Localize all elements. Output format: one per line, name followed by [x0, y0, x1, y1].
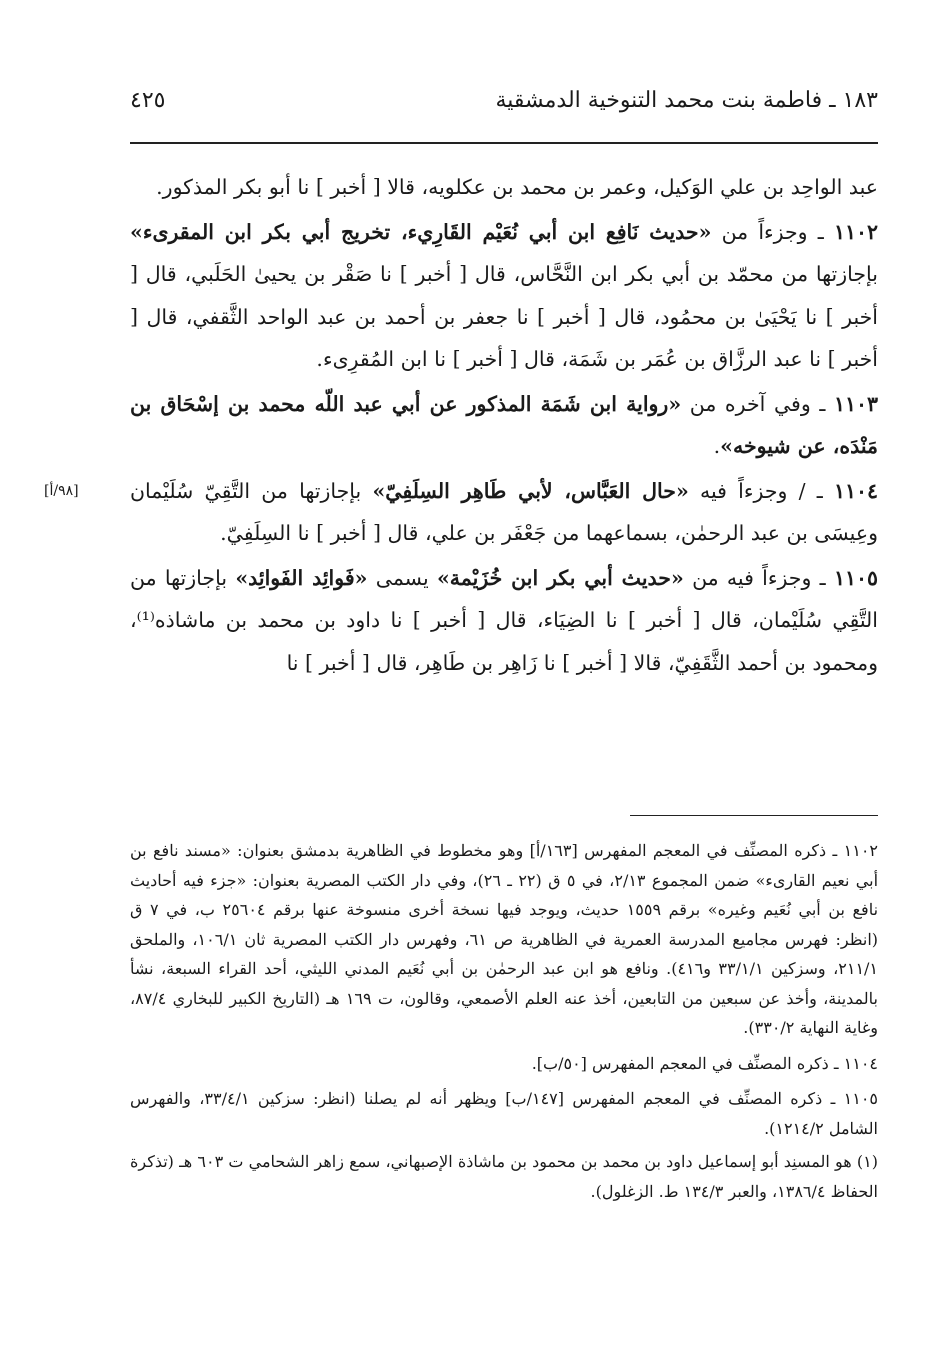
- entry-1105: [130, 557, 878, 685]
- entry-title: «حديث نَافِع ابن أبي نُعَيْم القَارِيء، تخريج أبي بكر ابن المقرىء»: [130, 219, 712, 244]
- entry-text: بإجازتها من التَّقِي سُلَيْمان، قال [ أخبر ] نا الضِيَاء، قال [ أخبر ] نا داود بن محمد بن ماشاذه⁽¹⁾، ومحمود بن أحمد الثَّقَفِيّ، قالا [ أخبر ] نا زَاهِر بن طَاهِر، قال [ أخبر ] نا: [130, 565, 878, 675]
- running-title: ١٨٣ ـ فاطمة بنت محمد التنوخية الدمشقية: [495, 88, 878, 113]
- entry-number: ١١٠٤: [833, 478, 878, 503]
- entry-mid: يسمى: [375, 565, 429, 590]
- entry-lead: ـ وجزءاً فيه من: [692, 565, 826, 590]
- entry-1102: [130, 211, 878, 381]
- footnote-rule: [630, 815, 878, 816]
- footnote-1105: ١١٠٥ ـ ذكره المصنِّف في المعجم المفهرس [١٤٧/ب] ويظهر أنه لم يصلنا (انظر: سزكين ٣٣/٤/١، والفهرس الشامل ١٢١٤/٢).: [130, 1089, 879, 1138]
- entry-title-2: «فَوائِد الفَوائِد»: [235, 565, 368, 590]
- header-rule: [130, 142, 878, 144]
- page-header: [130, 88, 878, 128]
- entry-lead: ـ وفي آخره من: [689, 391, 826, 416]
- entry-text: بإجازتها من التَّقِيّ سُلَيْمان وعِيسَى بن عبد الرحمٰن، بسماعهما من جَعْفَر بن علي، قال [ أخبر ] نا السِلَفِيّ.: [130, 478, 878, 545]
- intro-paragraph: عبد الواحِد بن علي الوَكيل، وعمر بن محمد بن عكلويه، قالا [ أخبر ] نا أبو بكر المذكور.: [156, 175, 878, 199]
- entry-title: «حديث أبي بكر ابن خُزَيْمة»: [436, 565, 684, 590]
- entry-text: بإجازتها من محمّد بن أبي بكر ابن النَّحَّاس، قال [ أخبر ] نا صَقْر بن يحيىٰ الحَلَبي، قال [ أخبر ] نا يَحْيَىٰ بن محمُود، قال [ أخبر ] نا جعفر بن أحمد بن عبد الواحد الثَّقفي، قال [ أخبر ] نا عبد الرزَّاق بن عُمَر بن شَمَة، قال [ أخبر ] نا ابن المُقرِىء.: [130, 262, 878, 371]
- main-text: [44, 166, 878, 684]
- entry-1103: [130, 383, 878, 468]
- entry-title: «رواية ابن شَمَة المذكور عن أبي عبد اللّه محمد بن إسْحَاق بن مَنْدَه، عن شيوخه»: [130, 391, 878, 458]
- manuscript-folio-marker: [٩٨/أ]: [44, 482, 79, 499]
- footnotes: [130, 836, 878, 1210]
- footnote-1102: ١١٠٢ ـ ذكره المصنِّف في المعجم المفهرس [١٦٣/أ] وهو مخطوط في الظاهرية بدمشق بعنوان: «مسند نافع بن أبي نعيم القارىء» ضمن المجموع ٢/١٣، في ٥ ق (٢٢ ـ ٢٦)، وفي دار الكتب المصرية بعنوان: «جزء فيه أحاديث نافع بن أبي نُعَيم وغيره» برقم ١٥٥٩ حديث، ويوجد فيها نسخة أخرى منسوخة عنها برقم ٢٥٦٠٤ ب، في ٧ ق (انظر: فهرس مجاميع المدرسة العمرية في الظاهرية ص ٦١، وفهرس دار الكتب المصرية ثان ١٠٦/١، والملحق ٢١١/١، وسزكين ٣٣/١/١ و٤١٦). ونافع هو ابن عبد الرحمٰن بن أبي نُعَيم المدني الليثي، أحد القراء السبعة، نشأ بالمدينة، وأخذ عن سبعين من التابعين، أخذ عنه العلم الأصمعي، وقالون، ت ١٦٩ هـ (التاريخ الكبير للبخاري ٨٧/٤، وغاية النهاية ٣٣٠/٢).: [130, 841, 879, 1037]
- entry-number: ١١٠٥: [833, 565, 878, 590]
- entry-number: ١١٠٣: [833, 391, 878, 416]
- entry-lead: ـ / وجزءاً فيه: [700, 478, 823, 503]
- entry-number: ١١٠٢: [833, 219, 878, 244]
- entry-1104: [44, 470, 878, 555]
- page-number: ٤٢٥: [130, 88, 166, 113]
- entry-text: .: [713, 434, 721, 458]
- footnote-1104: ١١٠٤ ـ ذكره المصنِّف في المعجم المفهرس [٥٠/ب].: [531, 1053, 878, 1073]
- entry-lead: ـ وجزءاً من: [721, 219, 824, 244]
- entry-title: «حال العَبَّاس، لأبي طَاهِر السِلَفِيّ»: [372, 478, 689, 503]
- footnote-1: (١) هو المسنِد أبو إسماعيل داود بن محمد بن محمود بن ماشاذة الإصبهاني، سمع زاهر الشحامي ت ٦٠٣ هـ (تذكرة الحفاظ ١٣٨٦/٤، والعبر ١٣٤/٣ ط. الزغلول).: [130, 1152, 879, 1201]
